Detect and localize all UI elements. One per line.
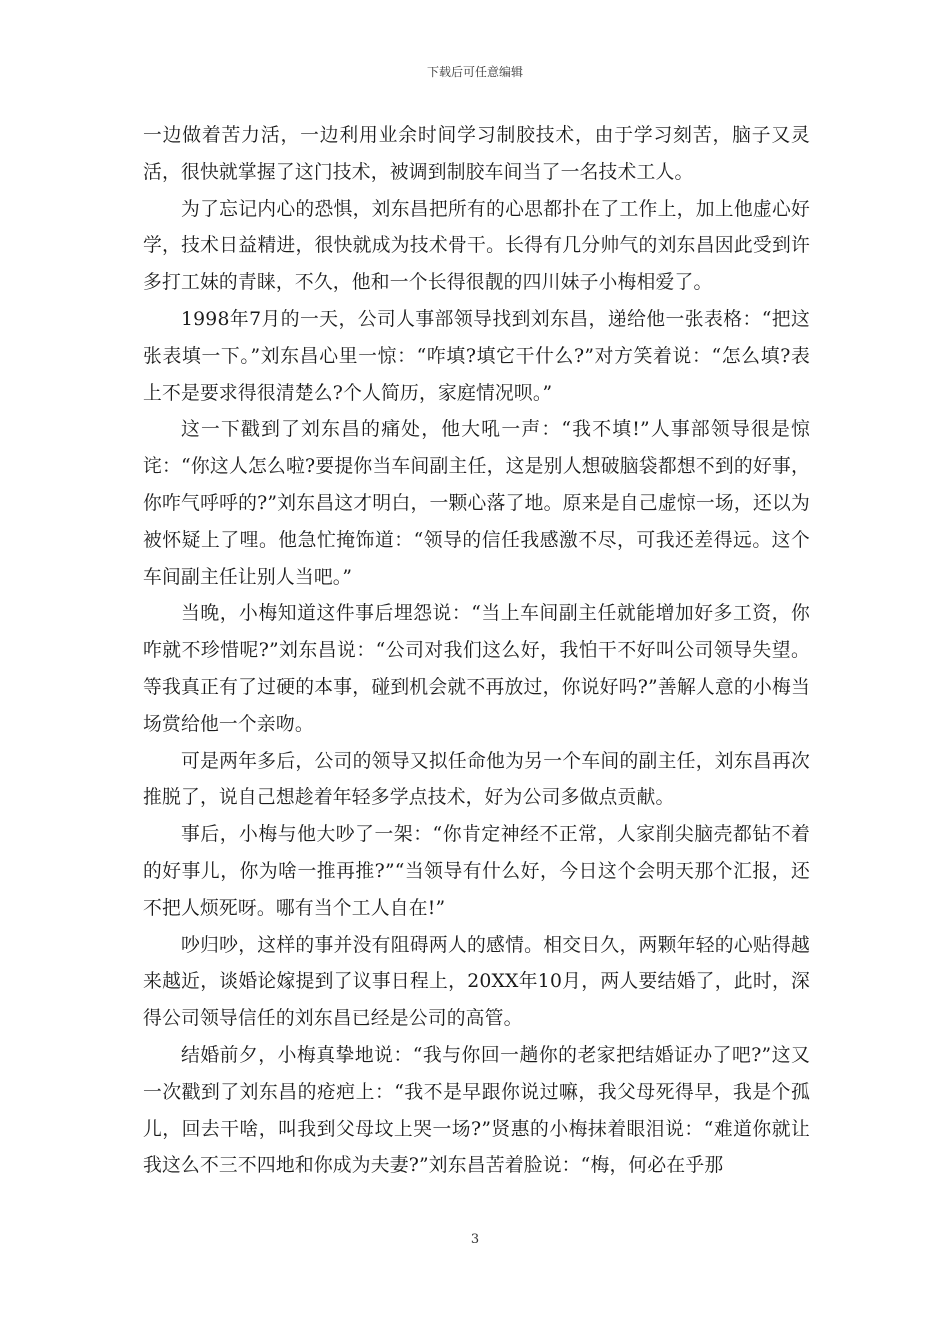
paragraph: 这一下戳到了刘东昌的痛处，他大吼一声：“我不填!”人事部领导很是惊诧：“你这人怎么啦?要提你当车间副主任，这是别人想破脑袋都想不到的好事，你咋气呼呼的?”刘东昌这才明白，一颗心落了地。原来是自己虚惊一场，还以为被怀疑上了哩。他急忙掩饰道：“领导的信任我感激不尽，可我还差得远。这个车间副主任让别人当吧。” [143,419,810,588]
paragraph: 可是两年多后，公司的领导又拟任命他为另一个车间的副主任，刘东昌再次推脱了，说自己想趁着年轻多学点技术，好为公司多做点贡献。 [143,750,810,809]
paragraph: 为了忘记内心的恐惧，刘东昌把所有的心思都扑在了工作上，加上他虚心好学，技术日益精进，很快就成为技术骨干。长得有几分帅气的刘东昌因此受到许多打工妹的青睐，不久，他和一个长得很靓的四川妹子小梅相爱了。 [143,198,810,294]
paragraph: 1998年7月的一天，公司人事部领导找到刘东昌，递给他一张表格：“把这张表填一下。”刘东昌心里一惊：“咋填?填它干什么?”对方笑着说：“怎么填?表上不是要求得很清楚么?个人简历，家庭情况呗。” [143,308,810,404]
page-number: 3 [470,1232,480,1247]
paragraph-continuation: 一边做着苦力活，一边利用业余时间学习制胶技术，由于学习刻苦，脑子又灵活，很快就掌握了这门技术，被调到制胶车间当了一名技术工人。 [143,125,810,183]
paragraph: 事后，小梅与他大吵了一架：“你肯定神经不正常，人家削尖脑壳都钻不着的好事儿，你为啥一推再推?”“当领导有什么好，今日这个会明天那个汇报，还不把人烦死呀。哪有当个工人自在!” [143,824,810,919]
paragraph: 吵归吵，这样的事并没有阻碍两人的感情。相交日久，两颗年轻的心贴得越来越近，谈婚论嫁提到了议事日程上，20XX年10月，两人要结婚了，此时，深得公司领导信任的刘东昌已经是公司的高管。 [143,934,810,1030]
paragraph: 当晚，小梅知道这件事后埋怨说：“当上车间副主任就能增加好多工资，你咋就不珍惜呢?”刘东昌说：“公司对我们这么好，我怕干不好叫公司领导失望。等我真正有了过硬的本事，碰到机会就不再放过，你说好吗?”善解人意的小梅当场赏给他一个亲吻。 [143,603,810,735]
document-body [143,118,810,1185]
paragraph: 结婚前夕，小梅真挚地说：“我与你回一趟你的老家把结婚证办了吧?”这又一次戳到了刘东昌的疮疤上：“我不是早跟你说过嘛，我父母死得早，我是个孤儿，回去干啥，叫我到父母坟上哭一场?”贤惠的小梅抹着眼泪说：“难道你就让我这么不三不四地和你成为夫妻?”刘东昌苦着脸说：“梅，何必在乎那 [143,1044,810,1177]
page-header: 下载后可任意编辑 [426,65,523,79]
